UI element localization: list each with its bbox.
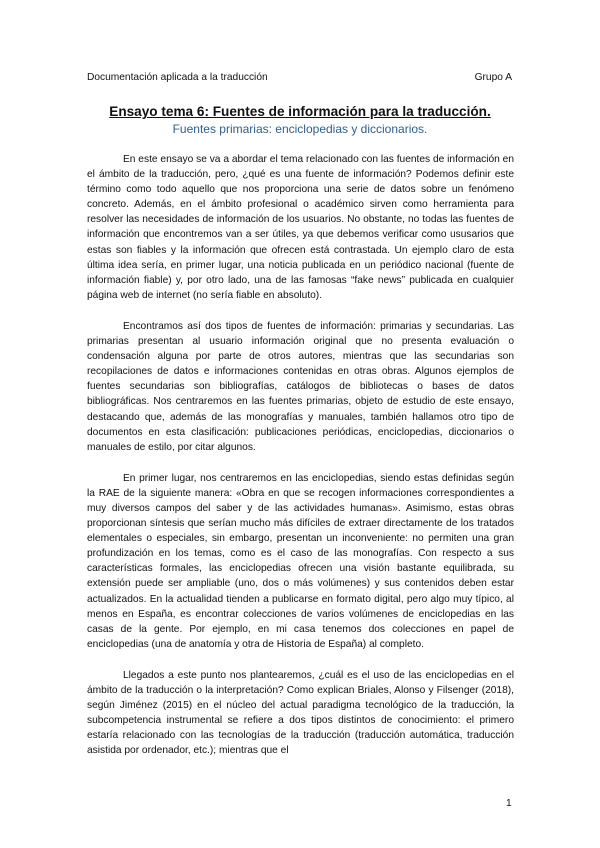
essay-title: Ensayo tema 6: Fuentes de información para la traducción. — [109, 104, 491, 119]
essay-body — [87, 152, 514, 774]
essay-subtitle: Fuentes primarias: enciclopedias y diccionarios. — [172, 122, 428, 136]
paragraph-1: En este ensayo se va a abordar el tema relacionado con las fuentes de información en el ámbito de la traducción, pero, ¿qué es una fuente de información? Podemos definir este término como todo aquello que nos proporciona una serie de datos sobre un fenómeno concreto. Además, en el ámbito profesional o académico sirven como herramienta para resolver las necesidades de información de los usuarios. No obstante, no todas las fuentes de información que encontremos van a ser útiles, ya que debemos verificar como ususarios que estas son fiables y la información que ofrecen está contrastada. Un ejemplo claro de esta última idea sería, en primer lugar, una noticia publicada en un periódico nacional (fuente de información fiable) y, por otro lado, una de las famosas “fake news” publicada en cualquier página web de internet (no sería fiable en absoluto). — [87, 154, 514, 301]
paragraph-4: Llegados a este punto nos plantearemos, ¿cuál es el uso de las enciclopedias en el ámbito de la traducción o la interpretación? Como explican Briales, Alonso y Filsenger (2018), según Jiménez (2015) en el núcleo del actual paradigma tecnológico de la traducción, la subcompetencia instrumental se refiere a dos tipos distintos de conocimiento: el primero estaría relacionado con las tecnologías de la traducción (traducción automática, traducción asistida por ordenador, etc.); mientras que el — [87, 669, 514, 757]
paragraph-2: Encontramos así dos tipos de fuentes de información: primarias y secundarias. Las primarias presentan al usuario información original que no presenta evaluación o condensación alguna por parte de otros autores, mientras que las secundarias son recopilaciones de datos e informaciones contenidas en otras obras. Algunos ejemplos de fuentes secundarias son bibliografías, catálogos de bibliotecas o bases de datos bibliográficas. Nos centraremos en las fuentes primarias, objeto de estudio de este ensayo, destacando que, además de las monografías y manuales, también hallamos otro tipo de documentos en esta clasificación: publicaciones periódicas, enciclopedias, diccionarios o manuales de estilo, por citar algunos. — [87, 320, 514, 453]
paragraph-3: En primer lugar, nos centraremos en las enciclopedias, siendo estas definidas según la RAE de la siguiente manera: «Obra en que se recogen informaciones correspondientes a muy diversos campos del saber y de las actividades humanas». Asimismo, estas obras proporcionan síntesis que serían mucho más difíciles de extraer directamente de los tratados elementales o especiales, sin embargo, presentan un inconveniente: no permiten una gran profundización en los temas, como es el caso de las monografías. Con respecto a sus características formales, las enciclopedias ofrecen una visión bastante equilibrada, su extensión puede ser ampliable (uno, dos o más volúmenes) y sus contenidos deben estar actualizados. En la actualidad tienden a publicarse en formato digital, pero algo muy típico, al menos en España, es encontrar colecciones de varios volúmenes de enciclopedias en las casas de la gente. Por ejemplo, en mi casa tenemos dos colecciones en papel de enciclopedias (una de anatomía y otra de Historia de España) al completo. — [87, 472, 514, 650]
header-course: Documentación aplicada a la traducción — [87, 72, 268, 83]
page-header — [87, 72, 512, 83]
page-number: 1 — [506, 798, 512, 809]
header-group: Grupo A — [474, 72, 512, 83]
